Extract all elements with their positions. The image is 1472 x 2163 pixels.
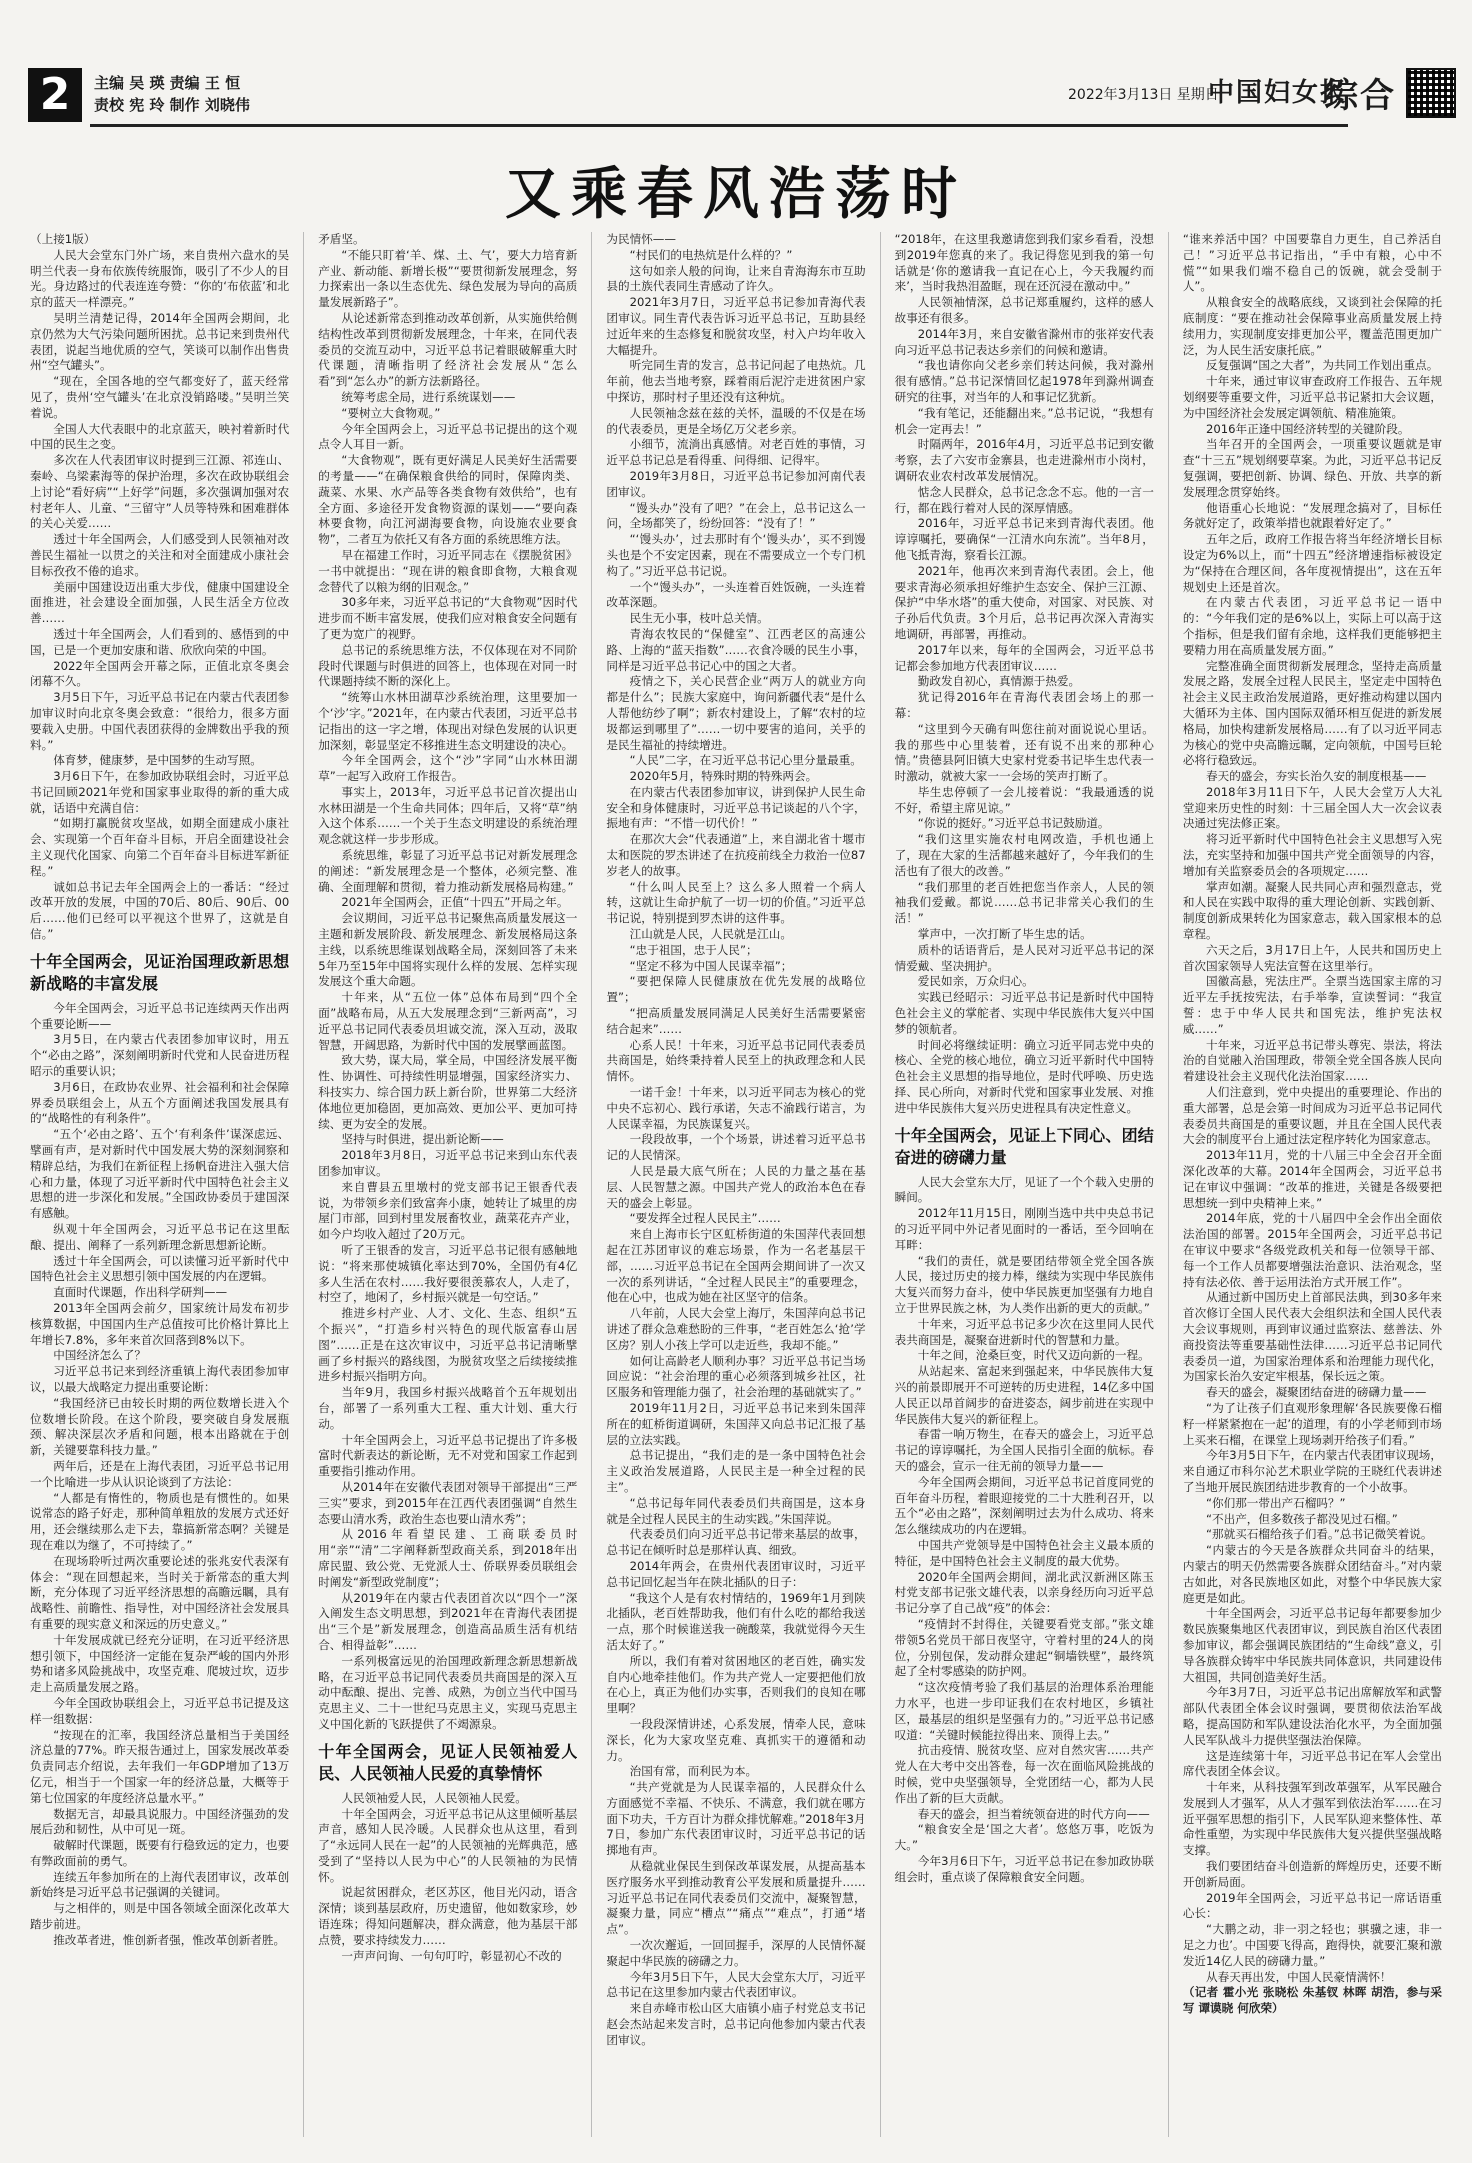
paragraph-continuation: “2018年，在这里我邀请您到我们家乡看看，没想到2019年您真的来了。我记得您见到我的第一句话就是‘你的邀请我一直记在心上，今天我履约而来’，当时我热泪盈眶，现在还沉浸在激动中。” <box>894 232 1154 294</box>
paragraph: “你说的挺好。”习近平总书记鼓励道。 <box>917 816 1110 831</box>
paragraph: 一个“馒头办”，一头连着百姓饭碗，一头连着改革深题。 <box>606 579 866 610</box>
paragraph: 2014年两会，在贵州代表团审议时，习近平总书记回忆起当年在陕北插队的日子： <box>606 1558 866 1589</box>
paragraph: 2022年全国两会开幕之际，正值北京冬奥会闭幕不久。 <box>30 658 290 689</box>
paragraph: “大食物观”，既有更好满足人民美好生活需要的考量——“在确保粮食供给的同时，保障肉类、蔬菜、水果、水产品等各类食物有效供给”，也有全方面、多途径开发食物资源的谋划——“要向森林要食物，向江河湖海要食物，向设施农业要食物”，二者互为依托又有各方面的系统思维方法。 <box>318 453 578 547</box>
paragraph: 纵观十年全国两会，习近平总书记在这里酝酿、提出、阐释了一系列新理念新思想新论断。 <box>30 1222 290 1252</box>
paragraph: 今年3月5日下午，人民大会堂东大厅，习近平总书记在这里参加内蒙古代表团审议。 <box>606 1969 866 2000</box>
section-subheading: 十年全国两会，见证人民领袖爱人民、人民领袖人民爱的真挚情怀 <box>318 1741 578 1783</box>
page-number: 2 <box>28 68 82 122</box>
paragraph: 疫情之下，关心民营企业“两万人的就业方向都是什么”；民族大家庭中，询问新疆代表“是什么人帮他纺纱了啊”；新农村建设上，了解“农村的垃圾都运到哪里了”……一切中要害的追问，关乎的是民生福祉的持续增进。 <box>606 674 866 752</box>
paragraph: 2016年，习近平总书记来到青海代表团。他谆谆嘱托，要确保“一江清水向东流”。当年8月，他飞抵青海，察看长江源。 <box>894 516 1154 562</box>
paragraph: 透过十年全国两会，可以读懂习近平新时代中国特色社会主义思想引领中国发展的内在逻辑。 <box>30 1253 290 1284</box>
paragraph: 勤政发自初心，真情源于热爱。 <box>917 674 1081 689</box>
paragraph: “统筹山水林田湖草沙系统治理，这里要加一个‘沙’字。”2021年，在内蒙古代表团，习近平总书记指出的这一字之增，体现出对绿色发展的认识更加深刻，彰显坚定不移推进生态文明建设的决心。 <box>318 690 578 752</box>
paragraph: 3月6日下午，在参加政协联组会时，习近平总书记回顾2021年党和国家事业取得的新的重大成就，话语中充满自信： <box>30 769 290 815</box>
paragraph: 人们注意到，党中央提出的重要理论、作出的重大部署，总是会第一时间成为习近平总书记同代表委员共商国是的重要议题，并且在全国人民代表大会的制度平台上通过法定程序转化为国家意志。 <box>1182 1085 1442 1147</box>
paragraph: 习近平总书记来到经济重镇上海代表团参加审议，以最大战略定力提出重要论断： <box>30 1364 290 1394</box>
paragraph: 吴明兰清楚记得，2014年全国两会期间，北京仍然为大气污染问题所困扰。总书记来到贵州代表团，说起当地优质的空气，笑谈可以制作出售贵州“空气罐头”。 <box>30 310 290 373</box>
paragraph: 一声声问询、一句句叮咛，彰显初心不改的 <box>341 1948 562 1963</box>
paragraph: 如何让高龄老人顺利办事？习近平总书记当场回应说：“社会治理的重心必须落到城乡社区，社区服务和管理能力强了，社会治理的基础就实了。” <box>606 1353 866 1400</box>
paragraph: 从2016年看望民建、工商联委员时用“亲”“清”二字阐释新型政商关系，到2018年出席民盟、致公党、无党派人士、侨联界委员联组会时阐发“新型政党制度”； <box>318 1527 578 1589</box>
paragraph: 春天的盛会，夯实长治久安的制度根基—— <box>1206 769 1427 784</box>
paragraph: 从稳就业保民生到保改革谋发展，从提高基本医疗服务水平到推动教育公平发展和质量提升……习近平总书记在同代表委员们交流中，凝聚智慧，凝聚力量，同应“槽点”“痛点”“难点”，打通“堵点”。 <box>606 1859 866 1937</box>
paragraph: 一段段故事，一个个场景，讲述着习近平总书记的人民情深。 <box>606 1132 866 1163</box>
paragraph: “内蒙古的今天是各族群众共同奋斗的结果，内蒙古的明天仍然需要各族群众团结奋斗。”对内蒙古如此，对各民族地区如此，对整个中华民族大家庭更是如此。 <box>1182 1543 1442 1605</box>
paragraph: 说起贫困群众，老区苏区，他目光闪动，语含深情；谈到基层政府，历史遗留，他如数家珍，妙语连珠；得知问题解决，群众满意，他为基层干部点赞，要求持续发力…… <box>318 1885 578 1947</box>
paragraph: 2018年3月8日，习近平总书记来到山东代表团参加审议。 <box>318 1148 578 1179</box>
column-divider <box>880 232 881 2137</box>
paragraph: 从站起来、富起来到强起来，中华民族伟大复兴的前景即展开不可逆转的历史进程，14亿多中国人民正以昂首阔步的奋进姿态，阔步前进在实现中华民族伟大复兴的新征程上。 <box>894 1364 1154 1426</box>
paragraph: 2019年3月8日，习近平总书记参加河南代表团审议。 <box>606 468 866 499</box>
paragraph: 与之相伴的，则是中国各领域全面深化改革大踏步前进。 <box>30 1901 290 1932</box>
paragraph: 毕生忠停顿了一会儿接着说：“我最通透的说不好，希望主席见谅。” <box>894 784 1154 815</box>
paragraph: 十年之间，沧桑巨变，时代又迈向新的一程。 <box>917 1348 1150 1363</box>
paragraph: “什么叫人民至上？这么多人照着一个病人转，这就让生命护航了一切一切的价值。”习近平总书记说，特别提到罗杰讲的这件事。 <box>606 879 866 926</box>
paragraph: 今年全国两会期间，习近平总书记首度同党的百年奋斗历程，着眼迎接党的二十大胜利召开，以五个“必由之路”，深刻阐明过去为什么成功、将来怎么继续成功的内在逻辑。 <box>894 1474 1154 1537</box>
paragraph: 从春天再出发，中国人民豪情满怀！ <box>1206 1969 1392 1984</box>
masthead-divider <box>90 124 1348 127</box>
paragraph: 惦念人民群众，总书记念念不忘。他的一言一行，都在践行着对人民的深厚情感。 <box>894 484 1154 515</box>
paragraph: 听了王银香的发言，习近平总书记很有感触地说：“将来那使城镇化率达到70%，全国仍有4亿多人生活在农村……我好要很羡慕农人，人走了，村空了，地闲了，乡村振兴就是一句空话。” <box>318 1243 578 1305</box>
paragraph: 2021年，他再次来到青海代表团。会上，他要求青海必须承担好维护生态安全、保护三江源、保护“中华水塔”的重大使命，对国家、对民族、对子孙后代负责。3个月后，总书记再次深入青海实地调研，再部署，再推动。 <box>894 563 1154 641</box>
paragraph: 体育梦，健康梦，是中国梦的生动写照。 <box>53 753 262 768</box>
paragraph: 完整准确全面贯彻新发展理念，坚持走高质量发展之路，发展全过程人民民主，坚定走中国特色社会主义民主政治发展道路，更好推动构建以国内大循环为主体、国内国际双循环相互促进的新发展格局，加快构建新发展格局……有了以习近平同志为核心的党中央高瞻远瞩，定向领航，中国号巨轮必将行稳致远。 <box>1182 658 1442 768</box>
paragraph: “总书记每年同代表委员们共商国是，这本身就是全过程人民民主的生动实践。”朱国萍说。 <box>606 1495 866 1526</box>
paragraph: “这次疫情考验了我们基层的治理体系治理能力水平，也进一步印证我们在农村地区，乡镇社区，最基层的组织是坚强有力的。”习近平总书记感叹道：“关键时候能拉得出来、顶得上去。” <box>894 1680 1154 1742</box>
paragraph: 治国有常，而利民为本。 <box>629 1764 758 1779</box>
paragraph: “人都是有惰性的，物质也是有惯性的。如果说常态的路子好走，那种简单粗放的发展方式还好用，还会继续那么走下去，靠搞新常态啊？关键是现在难以为继了，不可持续了。” <box>30 1490 290 1552</box>
paragraph: 一系列极富远见的治国理政新理念新思想新战略，在习近平总书记同代表委员共商国是的深入互动中酝酿、提出、完善、成熟，为创立当代中国马克思主义、二十一世纪马克思主义，实现马克思主义中国化新的飞跃提供了不竭源泉。 <box>318 1653 578 1731</box>
paragraph: “我也请你向父老乡亲们转达问候，我对滁州很有感情。”总书记深情回忆起1978年到滁州调查研究的往事，对当年的人和事记忆犹新。 <box>894 358 1154 404</box>
paragraph: “那就买石榴给孩子们看。”总书记微笑着说。 <box>1206 1527 1433 1542</box>
article-column-3 <box>606 232 865 2137</box>
paragraph: 民生无小事，枝叶总关情。 <box>629 611 769 626</box>
editor-line-2: 责校 宪 玲 制作 刘晓伟 <box>94 96 250 114</box>
paragraph: 2017年以来，每年的全国两会，习近平总书记都会参加地方代表团审议…… <box>894 642 1154 673</box>
paragraph: “我们的责任，就是要团结带领全党全国各族人民，接过历史的接力棒，继续为实现中华民族伟大复兴而努力奋斗，使中华民族更加坚强有力地自立于世界民族之林，为人类作出新的更大的贡献。” <box>894 1253 1154 1315</box>
editor-line-1: 主编 吴 瑛 责编 王 恒 <box>94 74 241 92</box>
paragraph: “馒头办”没有了吧？”在会上，总书记这么一问，全场都笑了，纷纷回答：“没有了！” <box>606 500 866 531</box>
paragraph: 来自上海市长宁区虹桥街道的朱国萍代表回想起在江苏团审议的难忘场景，作为一名老基层干部，……习近平总书记在全国两会期间讲了一次又一次的系列讲话，“全过程人民民主”的重要理念，他在心中，也成为她在社区坚守的信条。 <box>606 1227 866 1305</box>
paragraph: 春雷一响万物生，在春天的盛会上，习近平总书记的谆谆嘱托，为全国人民指引全面的航标。春天的盛会，宣示一往无前的领导力量—— <box>894 1427 1154 1473</box>
paragraph: 十年来，习近平总书记多少次在这里同人民代表共商国是，凝聚奋进新时代的智慧和力量。 <box>894 1316 1154 1347</box>
editor-credits <box>94 72 250 116</box>
paragraph: 早在福建工作时，习近平同志在《摆脱贫困》一书中就提出：“现在讲的粮食即食物，大粮食观念替代了以粮为纲的旧观念。” <box>318 547 578 594</box>
paragraph: “我国经济已由较长时期的两位数增长进入个位数增长阶段。在这个阶段，要突破自身发展瓶颈、解决深层次矛盾和问题，根本出路就在于创新，关键要靠科技力量。” <box>30 1395 290 1458</box>
newspaper-brand: 中国妇女报 <box>1208 78 1349 108</box>
paragraph: 当年召开的全国两会，一项重要议题就是审查“十三五”规划纲要草案。为此，习近平总书记反复强调，要把创新、协调、绿色、开放、共享的新发展理念贯穿始终。 <box>1182 437 1442 499</box>
paragraph: 爱民如亲，万众归心。 <box>917 974 1034 989</box>
paragraph: “不出产，但多数孩子都没见过石榴。” <box>1206 1511 1398 1526</box>
paragraph: “人民”二字，在习近平总书记心里分量最重。 <box>629 753 862 768</box>
paragraph: 掌声如潮。凝聚人民共同心声和强烈意志，党和人民在实践中取得的重大理论创新、实践创新、制度创新成果转化为国家意志，载入国家根本的总章程。 <box>1182 879 1442 942</box>
paragraph: 2014年3月，来自安徽省滁州市的张祥安代表向习近平总书记表达乡亲们的问候和邀请。 <box>894 326 1154 357</box>
paragraph: 数据无言，却最具说服力。中国经济强劲的发展后劲和韧性，从中可见一斑。 <box>30 1806 290 1837</box>
paragraph: 在现场聆听过两次重要论述的张兆安代表深有体会：“现在回想起来，当时关于新常态的重大判断，充分体现了习近平经济思想的高瞻远瞩，具有战略性、前瞻性、指导性，对中国经济社会发展具有重要的现实意义和深远的历史意义。” <box>30 1553 290 1631</box>
paragraph: 人民领袖念兹在兹的关怀，温暖的不仅是在场的代表委员，更是全场亿万父老乡亲。 <box>606 405 866 436</box>
paragraph: “大鹏之动，非一羽之轻也；骐骥之速，非一足之力也’。中国要飞得高，跑得快，就要汇聚和激发近14亿人民的磅礴力量。” <box>1182 1922 1442 1968</box>
paragraph: 在那次大会“代表通道”上，来自湖北省十堰市太和医院的罗杰讲述了在抗疫前线全力救治一位87岁老人的故事。 <box>606 832 866 878</box>
paragraph: “我这个人是有农村情结的，1969年1月到陕北插队，老百姓帮助我，他们有什么吃的都给我送一点，那个时候谁送我一碗酸菜，我就觉得今天生活太好了。” <box>606 1590 866 1652</box>
paragraph: 所以，我们有着对贫困地区的老百姓，确实发自内心地牵挂他们。作为共产党人一定要把他们放在心上，真正为他们办实事，否则我们的良知在哪里啊？ <box>606 1653 866 1716</box>
paragraph: 质朴的话语背后，是人民对习近平总书记的深情爱戴、坚决拥护。 <box>894 942 1154 973</box>
paragraph: 今年全国政协联组会上，习近平总书记提及这样一组数据： <box>30 1695 290 1726</box>
article-column-4 <box>895 232 1154 2137</box>
paragraph: 十年全国两会，习近平总书记从这里倾听基层声音，感知人民冷暖。人民群众也从这里，看到了“永远同人民在一起”的人民领袖的光辉典范，感受到了“坚持以人民为中心”的人民领袖的为民情怀。 <box>318 1806 578 1884</box>
paragraph: 2019年全国两会，习近平总书记一席话语重心长： <box>1182 1890 1442 1921</box>
paragraph: 2013年全国两会前夕，国家统计局发布初步核算数据，中国国内生产总值按可比价格计算比上年增长7.8%，多年来首次回落到8%以下。 <box>30 1301 290 1347</box>
paragraph: 2020年5月，特殊时期的特殊两会。 <box>629 769 818 784</box>
paragraph: 多次在人代表团审议时提到三江源、祁连山、秦岭、乌梁素海等的保护治理，多次在政协联组会上讨论“看好病”“上好学”问题，多次强调加强对农村老年人、儿童、“三留守”人员等特殊和困难群体的关心关爱…… <box>30 453 290 531</box>
paragraph: “这里到今天确有叫您往前对面说说心里话。我的那些中心里装着，还有说不出来的那种心情。”贵德县阿旧镇大史家村党委书记毕生忠代表一时激动，就被大家一一会场的笑声打断了。 <box>894 721 1154 784</box>
paragraph: 他语重心长地说：“发展理念搞对了，目标任务就好定了，政策举措也就跟着好定了。” <box>1182 500 1442 531</box>
paragraph: 代表委员们向习近平总书记带来基层的故事，总书记在倾听时总是那样认真、细致。 <box>606 1527 866 1558</box>
paragraph: 2018年3月11日下午，人民大会堂万人大礼堂迎来历史性的时刻：十三届全国人大一次会议表决通过宪法修正案。 <box>1182 784 1442 831</box>
paragraph: 透过十年全国两会，人们感受到人民领袖对改善民生福祉一以贯之的关注和对全面建成小康社会目标孜孜不倦的追求。 <box>30 532 290 578</box>
paragraph: 总书记的系统思维方法，不仅体现在对不同阶段时代课题与时俱进的回答上，也体现在对同一时代课题持续不断的深化上。 <box>318 642 578 689</box>
paragraph: 2016年正逢中国经济转型的关键阶段。 <box>1206 421 1410 436</box>
paragraph: 十年来，习近平总书记带头尊宪、崇法，将法治的自觉融入治国理政，带领全党全国各族人民向着建设社会主义现代化法治国家…… <box>1182 1037 1442 1084</box>
paragraph: 春天的盛会，担当着统领奋进的时代方向—— <box>917 1806 1150 1821</box>
paragraph: “我们那里的老百姓把您当作亲人，人民的领袖我们爱戴。都说……总书记非常关心我们的生活！” <box>894 879 1154 926</box>
paragraph-continuation: （上接1版） <box>30 232 96 246</box>
paragraph: 统筹考虑全局，进行系统谋划—— <box>341 389 516 404</box>
paragraph: 十年全国两会上，习近平总书记提出了许多极富时代新表达的新论断，无不对党和国家工作起到重要指引推动作用。 <box>318 1432 578 1479</box>
paragraph: “共产党就是为人民谋幸福的，人民群众什么方面感觉不幸福、不快乐、不满意，我们就在哪方面下功夫，千方百计为群众排忧解难。”2018年3月7日，参加广东代表团审议时，习近平总书记的话掷地有声。 <box>606 1780 866 1858</box>
paragraph: 一段段深情讲述，心系发展，情牵人民，意味深长，化为大家攻坚克难、真抓实干的遵循和动力。 <box>606 1716 866 1763</box>
masthead <box>28 68 1448 128</box>
paragraph: 2014年底，党的十八届四中全会作出全面依法治国的部署。2015年全国两会，习近平总书记在审议中要求“各级党政机关和每一位领导干部、每一个工作人员都要增强法治意识、法治观念，坚持有法必依、善于运用法治方式开展工作”。 <box>1182 1211 1442 1289</box>
paragraph: 抗击疫情、脱贫攻坚、应对自然灾害……共产党人在大考中交出答卷，每一次在面临风险挑战的时候，党中央坚强领导，全党团结一心，都为人民作出了新的巨大贡献。 <box>894 1743 1154 1805</box>
paragraph: “忠于祖国，忠于人民”； <box>629 942 758 957</box>
paragraph: 来自曹县五里墩村的党支部书记王银香代表说，为带领乡亲们致富奔小康，她转让了城里的房屋门市部，回到村里发展畜牧业，蔬菜花卉产业，如今户均收入超过了20万元。 <box>318 1179 578 1242</box>
paragraph: 今年全国两会，这个“沙”字同“山水林田湖草”一起写入政府工作报告。 <box>318 753 578 784</box>
paragraph: 春天的盛会，凝聚团结奋进的磅礴力量—— <box>1206 1385 1427 1400</box>
paragraph: 2021年全国两会，正值“十四五”开局之年。 <box>341 895 569 910</box>
paragraph: 两年后，还是在上海代表团，习近平总书记用一个比喻进一步从认识论谈到了方法论： <box>30 1458 290 1489</box>
paragraph: 从通过新中国历史上首部民法典，到30多年来首次修订全国人民代表大会组织法和全国人民代表大会议事规则，再到审议通过监察法、慈善法、外商投资法等重要基础性法律……习近平总书记同代表委员一道，为国家治理体系和治理能力现代化，为国家长治久安定牢根基，保长远之策。 <box>1182 1290 1442 1384</box>
paragraph: 五年之后，政府工作报告将当年经济增长目标设定为6%以上，而“十四五”经济增速指标被设定为“保持在合理区间，各年度视情提出”，这在五年规划史上还是首次。 <box>1182 532 1442 594</box>
column-divider <box>591 232 592 2137</box>
paragraph: 推改革者进，惟创新者强，惟改革创新者胜。 <box>53 1932 286 1947</box>
paragraph: 今年3月5日下午，在内蒙古代表团审议现场，来自通辽市科尔沁艺术职业学院的王晓红代表讲述了当地开展民族团结进步教育的一个小故事。 <box>1182 1448 1442 1494</box>
paragraph: 听完同生青的发言，总书记问起了电热炕。几年前，他去当地考察，踩着雨后泥泞走进贫困户家中探访，那时村子里还没有这种炕。 <box>606 358 866 404</box>
paragraph: “‘馒头办’，过去那时有个‘馒头办’，买不到馒头也是个不安定因素，现在不需要成立一个专门机构了。”习近平总书记说。 <box>606 532 866 578</box>
paragraph: 直面时代课题，作出科学研判—— <box>53 1285 228 1300</box>
paragraph: 透过十年全国两会，人们看到的、感悟到的中国，已是一个更加安康和谐、欣欣向荣的中国。 <box>30 626 290 657</box>
paragraph: “坚定不移为中国人民谋幸福”； <box>629 958 793 973</box>
paragraph: 从2019年在内蒙古代表团首次以“四个一”深入阐发生态文明思想，到2021年在青海代表团提出“三个是”新发展理念，创造高品质生活有机结合、相得益彰”…… <box>318 1590 578 1652</box>
paragraph: 在内蒙古代表团参加审议，讲到保护人民生命安全和身体健康时，习近平总书记谈起的八个字，振地有声：“不惜一切代价！” <box>606 784 866 831</box>
paragraph-continuation: “谁来养活中国？中国要靠自力更生，自己养活自己！”习近平总书记指出，“手中有粮，心中不慌”“如果我们端不稳自己的饭碗，就会受制于人”。 <box>1182 232 1442 294</box>
paragraph: “五个‘必由之路’、五个‘有利条件’谋深虑远、擘画有声，是对新时代中国发展大势的深刻洞察和精辟总结，为我们在新征程上扬帆奋进注入强大信心和力量，体现了习近平新时代中国特色社会主义思想的进一步深化和发展。”全国政协委员于建国深有感触。 <box>30 1127 290 1221</box>
paragraph: 我们要团结奋斗创造新的辉煌历史，还要不断开创新局面。 <box>1182 1859 1442 1889</box>
paragraph: 今年全国两会，习近平总书记连续两天作出两个重要论断—— <box>30 1000 290 1031</box>
paragraph: 这句如亲人般的问询，让来自青海海东市互助县的土族代表同生青感动了许久。 <box>606 263 866 294</box>
section-title: 综合 <box>1324 76 1396 116</box>
paragraph: 人民领袖情深，总书记郑重履约，这样的感人故事还有很多。 <box>894 295 1154 325</box>
paragraph: “现在，全国各地的空气都变好了，蓝天经常见了，贵州‘空气罐头’在北京没销路喽。”吴明兰笑着说。 <box>30 374 290 420</box>
paragraph: 来自赤峰市松山区大庙镇小庙子村党总支书记赵会杰站起来发言时，总书记向他参加内蒙古代表团审议。 <box>606 2001 866 2047</box>
paragraph: 反复强调“国之大者”，为共同工作划出重点。 <box>1206 358 1439 373</box>
qr-code-icon <box>1406 68 1456 118</box>
paragraph: 会议期间，习近平总书记聚焦高质量发展这一主题和新发展阶段、新发展理念、新发展格局这条主线，以系统思维谋划战略全局，深刻回答了未来5年乃至15年中国将实现什么样的发展、怎样实现发展这个重大命题。 <box>318 911 578 989</box>
paragraph: 连续五年参加所在的上海代表团审议，改革创新始终是习近平总书记强调的关键词。 <box>30 1869 290 1900</box>
paragraph: 江山就是人民，人民就是江山。 <box>629 927 792 942</box>
paragraph: 中国经济怎么了？ <box>53 1348 146 1363</box>
paragraph: 中国共产党领导是中国特色社会主义最本质的特征，是中国特色社会主义制度的最大优势。 <box>894 1537 1154 1568</box>
page-headline: 又乘春风浩荡时 <box>505 161 967 227</box>
paragraph: 3月6日，在政协农业界、社会福利和社会保障界委员联组会上，从五个方面阐述我国发展具有的“战略性的有利条件”。 <box>30 1079 290 1126</box>
paragraph: 人民大会堂东门外广场，来自贵州六盘水的吴明兰代表一身布依族传统服饰，吸引了不少人的目光。身边路过的代表连连夸赞：“你的‘布依蓝’和北京的蓝天一样漂亮。” <box>30 247 290 310</box>
issue-date: 2022年3月13日 星期日 <box>1068 87 1219 103</box>
paragraph-continuation: 矛盾坚。 <box>318 232 365 246</box>
paragraph: 实践已经昭示：习近平总书记是新时代中国特色社会主义的掌舵者、实现中华民族伟大复兴中国梦的领航者。 <box>894 990 1154 1036</box>
paragraph: 破解时代课题，既要有行稳致远的定力，也要有弊政面前的勇气。 <box>30 1838 290 1868</box>
paragraph: “按现在的汇率，我国经济总量相当于美国经济总量的77%。昨天报告通过上，国家发展改革委负责同志介绍说，去年我们一年GDP增加了13万亿元，相当于一个国家一年的经济总量，大概等于第七位国家的年度经济总量水平。” <box>30 1727 290 1805</box>
paragraph: 人民是最大底气所在；人民的力量之基在基层、人民智慧之源。中国共产党人的政治本色在春天的盛会上彰显。 <box>606 1164 866 1210</box>
paragraph: 八年前，人民大会堂上海厅，朱国萍向总书记讲述了群众急难愁盼的三件事，“老百姓怎么‘抢’学区房？别人小孩上学可以走近些，我却不能。” <box>606 1306 866 1352</box>
paragraph: 2013年11月，党的十八届三中全会召开全面深化改革的大幕。2014年全国两会，习近平总书记在审议中强调：“改革的推进，关键是各级要把思想统一到中央精神上来。” <box>1182 1148 1442 1210</box>
paragraph: 青海农牧民的“保健室”、江西老区的高速公路、上海的“蓝天指数”……衣食冷暖的民生小事，同样是习近平总书记心中的国之大者。 <box>606 626 866 673</box>
paragraph: “村民们的电热炕是什么样的？” <box>629 247 793 262</box>
paragraph: 十年来，从“五位一体”总体布局到“四个全面”战略布局，从五大发展理念到“三新两高”，习近平总书记同代表委员坦诚交流，深入互动，汲取智慧，开阔思路，为新时代中国的发展擘画蓝图。 <box>318 990 578 1052</box>
paragraph: 人民大会堂东大厅，见证了一个个载入史册的瞬间。 <box>894 1174 1154 1205</box>
column-divider <box>1168 232 1169 2137</box>
paragraph: 事实上，2013年，习近平总书记首次提出山水林田湖是一个生命共同体；四年后，又将“草”纳入这个体系……一个关于生态文明建设的系统治理观念就这样一步步形成。 <box>318 784 578 847</box>
paragraph: 十年全国两会，习近平总书记每年都要参加少数民族聚集地区代表团审议，到民族自治区代表团参加审议，都会强调民族团结的“生命线”意义，引导各族群众铸牢中华民族共同体意识，共同建设伟大祖国，共同创造美好生活。 <box>1182 1606 1442 1684</box>
paragraph: 3月5日，在内蒙古代表团参加审议时，用五个“必由之路”，深刻阐明新时代党和人民奋进历程昭示的重要认识； <box>30 1032 290 1079</box>
paragraph: 时隔两年，2016年4月，习近平总书记到安徽考察，去了六安市金寨县，也走进滁州市小岗村，调研农业农村改革发展情况。 <box>894 437 1154 483</box>
column-divider <box>303 232 304 2137</box>
paragraph: 这是连续第十年，习近平总书记在军人会堂出席代表团全体会议。 <box>1182 1748 1442 1779</box>
paragraph: 六天之后，3月17日上午，人民共和国历史上首次国家领导人宪法宣誓在这里举行。 <box>1182 942 1442 973</box>
paragraph: 2021年3月7日，习近平总书记参加青海代表团审议。同生青代表告诉习近平总书记，互助县经过近年来的生态修复和脱贫攻坚，村入户均年收入大幅提升。 <box>606 295 866 357</box>
paragraph: 从2014年在安徽代表团对领导干部提出“三严三实”要求，到2015年在江西代表团强调“自然生态要山清水秀，政治生态也要山清水秀”； <box>318 1479 578 1526</box>
paragraph: 3月5日下午，习近平总书记在内蒙古代表团参加审议时向北京冬奥会致意：“很给力，很多方面要载入史册。中国代表团获得的金牌数出乎我的预料。” <box>30 690 290 752</box>
paragraph: 十年来，从科技强军到改革强军，从军民融合发展到人才强军，从人才强军到依法治军……在习近平强军思想的指引下，人民军队迎来整体性、革命性重塑，为实现中华民族伟大复兴提供坚强战略支撑。 <box>1182 1780 1442 1858</box>
paragraph: 系统思维，彰显了习近平总书记对新发展理念的阐述：“新发展理念是一个整体，必须完整、准确、全面理解和贯彻，着力推动新发展格局构建。” <box>318 848 578 894</box>
paragraph: 当年9月，我国乡村振兴战略首个五年规划出台，部署了一系列重大工程、重大计划、重大行动。 <box>318 1385 578 1431</box>
paragraph: 国徽高悬，宪法庄严。全票当选国家主席的习近平左手抚按宪法，右手举拳，宣读誓词：“我宣誓：忠于中华人民共和国宪法，维护宪法权威……” <box>1182 974 1442 1036</box>
paragraph: 全国人大代表眼中的北京蓝天，映衬着新时代中国的民生之变。 <box>30 421 290 452</box>
section-subheading: 十年全国两会，见证治国理政新思想新战略的丰富发展 <box>30 951 290 993</box>
paragraph: 推进乡村产业、人才、文化、生态、组织“五个振兴”，“打造乡村兴特色的现代版富春山居图”……正是在这次审议中，习近平总书记清晰擘画了乡村振兴的路线图，为脱贫攻坚之后续接续推进乡村振兴指明方向。 <box>318 1306 578 1384</box>
paragraph: 十年发展成就已经充分证明，在习近平经济思想引领下，中国经济一定能在复杂严峻的国内外形势和诸多风险挑战中，攻坚克难、爬坡过坎，迈步走上高质量发展之路。 <box>30 1632 290 1695</box>
article-byline: （记者 霍小光 张晓松 朱基钗 林晖 胡浩，参与采写 谭谟晓 何欣荣） <box>1182 1985 1442 2016</box>
paragraph: 致大势，谋大局，掌全局，中国经济发展平衡性、协调性、可持续性明显增强，国家经济实力、科技实力、综合国力跃上新台阶，世界第二大经济体地位更加稳固，更加高效、更加公平、更加可持续、更为安全的发展。 <box>318 1053 578 1131</box>
paragraph: “不能只盯着‘羊、煤、土、气’，要大力培育新产业、新动能、新增长极”“要贯彻新发展理念，努力探索出一条以生态优先、绿色发展为导向的高质量发展新路子”。 <box>318 247 578 310</box>
paragraph: “要发挥全过程人民民主”…… <box>629 1211 781 1226</box>
section-subheading: 十年全国两会，见证上下同心、团结奋进的磅礴力量 <box>894 1125 1154 1167</box>
paragraph: 犹记得2016年在青海代表团会场上的那一幕： <box>894 690 1154 720</box>
paragraph: 2020年全国两会期间，湖北武汉新洲区陈玉村党支部书记张文雄代表，以亲身经历向习近平总书记分享了自己战“疫”的体会： <box>894 1569 1154 1616</box>
paragraph: 30多年来，习近平总书记的“大食物观”因时代进步而不断丰富发展，使我们应对粮食安全问题有了更为宽广的视野。 <box>318 595 578 641</box>
paragraph-continuation: 为民情怀—— <box>606 232 676 246</box>
paragraph: 从论述新常态到推动改革创新，从实施供给侧结构性改革到贯彻新发展理念，十年来，在同代表委员的交流互动中，习近平总书记着眼破解重大时代课题，清晰指明了经济社会发展从“怎么看”到“怎么办”的新方法新路径。 <box>318 310 578 389</box>
paragraph: “我有笔记，还能翻出来。”总书记说，“我想有机会一定再去！” <box>894 405 1154 436</box>
paragraph: 将习近平新时代中国特色社会主义思想写入宪法，充实坚持和加强中国共产党全面领导的内容，增加有关监察委员会的各项规定…… <box>1182 832 1442 878</box>
paragraph: 从粮食安全的战略底线，又谈到社会保障的托底制度：“要在推动社会保障事业高质量发展上持续用力，实现制度安排更加公平，覆盖范围更加广泛，为人民生活安康托底。” <box>1182 295 1442 357</box>
paragraph: 总书记提出，“我们走的是一条中国特色社会主义政治发展道路，人民民主是一种全过程的民主”。 <box>606 1448 866 1494</box>
paragraph: “粮食安全是‘国之大者’。悠悠万事，吃饭为大。” <box>894 1822 1154 1853</box>
paragraph: 人民领袖爱人民，人民领袖人民爱。 <box>341 1790 527 1805</box>
paragraph: 在内蒙古代表团，习近平总书记一语中的：“今年我们定的是6%以上，实际上可以高于这个指标，但是我们留有余地，这样我们更能够把主要精力用在高质量发展方面。” <box>1182 595 1442 657</box>
paragraph: 2019年11月2日，习近平总书记来到朱国萍所在的虹桥街道调研，朱国萍又向总书记汇报了基层的立法实践。 <box>606 1400 866 1447</box>
article-column-1 <box>30 232 289 2137</box>
article-column-5 <box>1183 232 1442 2137</box>
paragraph: 小细节，流淌出真感情。对老百姓的事情，习近平总书记总是看得重、问得细、记得牢。 <box>606 437 866 468</box>
paragraph: 今年3月7日，习近平总书记出席解放军和武警部队代表团全体会议时强调，要贯彻依法治军战略，提高国防和军队建设法治化水平，为全面加强人民军队战斗力提供坚强法治保障。 <box>1182 1685 1442 1747</box>
article-columns <box>30 232 1442 2137</box>
paragraph: 心系人民！十年来，习近平总书记同代表委员共商国是，始终秉持着人民至上的执政理念和人民情怀。 <box>606 1037 866 1084</box>
paragraph: “疫情封不封得住，关键要看党支部。”张文雄带领5名党员干部日夜坚守，守着村里的24人的岗位，分别包保，发动群众建起“铜墙铁壁”，最终筑起了全村零感染的防护网。 <box>894 1616 1154 1679</box>
paragraph: “我们这里实施农村电网改造，手机也通上了，现在大家的生活都越来越好了，今年我们的生活也有了很大的改善。” <box>894 832 1154 878</box>
paragraph: “你们那一带出产石榴吗？” <box>1206 1495 1346 1510</box>
paragraph: 诚如总书记去年全国两会上的一番话：“经过改革开放的发展，中国的70后、80后、90后、00后……他们已经可以平视这个世界了，这就是自信。” <box>30 879 290 942</box>
paragraph: “为了让孩子们直观形象理解‘各民族要像石榴籽一样紧紧抱在一起’的道理，有的小学老师到市场上买来石榴，在课堂上现场剥开给孩子们看。” <box>1182 1400 1442 1447</box>
paragraph: 一次次邂逅，一回回握手，深厚的人民情怀凝聚起中华民族的磅礴之力。 <box>606 1938 866 1968</box>
paragraph: 今年全国两会上，习近平总书记提出的这个观点令人耳目一新。 <box>318 421 578 452</box>
paragraph: “要把保障人民健康放在优先发展的战略位置”； <box>606 974 866 1005</box>
article-column-2 <box>318 232 577 2137</box>
paragraph: 今年3月6日下午，习近平总书记在参加政协联组会时，重点谈了保障粮食安全问题。 <box>894 1853 1154 1884</box>
paragraph: 坚持与时俱进，提出新论断—— <box>341 1132 504 1147</box>
paragraph: “把高质量发展同满足人民美好生活需要紧密结合起来”…… <box>606 1006 866 1036</box>
paragraph: 2012年11月15日，刚刚当选中共中央总书记的习近平同中外记者见面时的一番话，至今回响在耳畔： <box>894 1206 1154 1252</box>
paragraph: 一诺千金！十年来，以习近平同志为核心的党中央不忘初心、践行承诺，矢志不渝践行诺言，为人民谋幸福，为民族谋复兴。 <box>606 1085 866 1131</box>
paragraph: 时间必将继续证明：确立习近平同志党中央的核心、全党的核心地位，确立习近平新时代中国特色社会主义思想的指导地位，是时代呼唤、历史选择、民心所向，对新时代党和国家事业发展、对推进中华民族伟大复兴历史进程具有决定性意义。 <box>894 1037 1154 1115</box>
paragraph: 掌声中，一次打断了毕生忠的话。 <box>917 927 1092 942</box>
paragraph: 美丽中国建设迈出重大步伐，健康中国建设全面推进，社会建设全面加强，人民生活全方位改善…… <box>30 579 290 626</box>
paragraph: 十年来，通过审议审查政府工作报告、五年规划纲要等重要文件，习近平总书记紧扣大会议题，为中国经济社会发展定调领航、精准施策。 <box>1182 374 1442 420</box>
paragraph: “要树立大食物观。” <box>341 405 441 420</box>
paragraph: “如期打赢脱贫攻坚战，如期全面建成小康社会、实现第一个百年奋斗目标，开启全面建设社会主义现代化国家、向第二个百年奋斗目标进军新征程。” <box>30 816 290 878</box>
